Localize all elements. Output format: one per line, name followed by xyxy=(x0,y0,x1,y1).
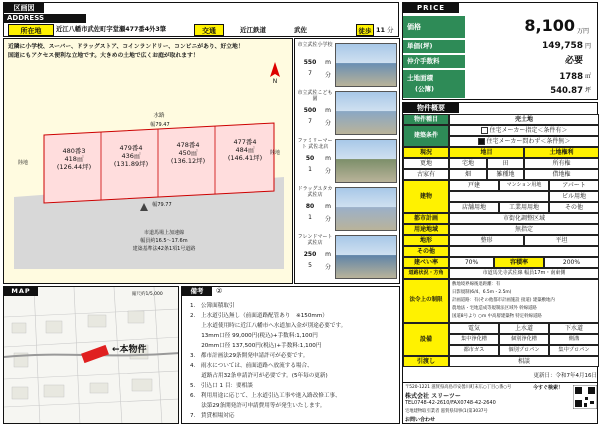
terrain-label: 地形 xyxy=(403,235,449,246)
north-arrow-icon xyxy=(266,59,284,83)
company-footer xyxy=(402,382,598,424)
facility-row1-2: 個別浄化槽 xyxy=(499,334,549,345)
remark-line: 7. 賃貸相場対応 xyxy=(190,413,235,419)
regulation-line: 農地法・宅地造成等規制法区域外 幹線道路 xyxy=(452,306,537,311)
condition-text-2: 住宅メーカー問わず＜条件無＞ xyxy=(486,137,571,145)
remark-line: 道路占用32条申請許可が必要です。(5年毎の更新) xyxy=(190,373,328,379)
condition-value-2 xyxy=(449,136,599,147)
contact-label: お問い合わせ xyxy=(405,417,436,423)
facilities-label: 設備 xyxy=(403,323,449,356)
nearby-distance: 80 xyxy=(305,203,315,210)
road-description-line-1: 市道馬場上加速線 xyxy=(143,230,184,236)
location-value: 近江八幡市武佐町字堂瀬477番4外3筆 xyxy=(56,26,167,33)
nearby-distance-unit: m xyxy=(325,155,331,162)
remark-line: 2. 上水道引込無し（前面道路配管あり ※150mm） xyxy=(190,313,328,319)
land-cat-value-3: 畑 xyxy=(449,169,487,180)
company-tel: TEL0748-42-2610/FAX0748-42-2640 xyxy=(405,400,496,406)
lot-sqm: 436㎡ xyxy=(121,152,141,161)
price-value: 8,100 xyxy=(524,16,575,35)
property-marker-label xyxy=(112,343,172,357)
road-description-line-2: 幅員約16.5〜17.6m xyxy=(140,238,188,244)
delivery-value: 相談 xyxy=(449,356,599,367)
land-area-label xyxy=(403,70,465,98)
price-label: 価格 xyxy=(403,16,465,38)
building-value-6: 工業用用地 xyxy=(499,202,549,213)
map-section-label: MAP xyxy=(4,287,38,296)
lot-sqm: 484㎡ xyxy=(235,146,255,155)
qr-label: 今すぐ検索！ xyxy=(533,385,564,391)
nearby-walk-unit: 分 xyxy=(324,264,331,271)
lot-tsubo: (136.12坪) xyxy=(170,157,206,166)
lot-number: 479番4 xyxy=(119,144,143,152)
remark-line: 3. 都市計画法29条開発申請許可が必要です。 xyxy=(190,353,309,359)
other-value xyxy=(449,246,599,257)
nearby-panel xyxy=(294,38,400,284)
terrain-value-2: 平坦 xyxy=(524,235,599,246)
facility-header-3: 下水道 xyxy=(549,323,599,334)
rights-value-2: 借地権 xyxy=(524,169,599,180)
marker-arrow-icon: ← xyxy=(112,345,120,355)
facility-row2-1: 都市ガス xyxy=(449,345,499,356)
company-address: 〒520-1221 滋賀県高島市安曇川町末広○丁目○番○号 xyxy=(405,385,512,390)
regulation-line: 敷地境界線後退距離：有 xyxy=(452,282,501,287)
description-line-1: 近隣に小学校、スーパー、ドラッグストア、コインランドリー、コンビニがあり、好立地！ xyxy=(8,44,244,50)
top-road-label: 水路 xyxy=(153,113,165,119)
nearby-walk-unit: 分 xyxy=(324,168,331,175)
walk-minutes: 11 xyxy=(376,26,386,34)
location-label: 所在地 xyxy=(8,24,54,36)
walk-label: 徒歩 xyxy=(356,24,374,36)
road-status-label: 道路状況・方角 xyxy=(403,268,449,279)
nearby-walk-minutes: 1 xyxy=(308,166,312,173)
nearby-photo xyxy=(335,91,397,135)
agency-fee-value: 必要 xyxy=(564,56,583,66)
header-bar xyxy=(3,2,399,37)
walk-unit: 分 xyxy=(387,26,394,34)
nearby-name: 市立武佐小学校 xyxy=(297,42,333,48)
nearby-walk-minutes: 7 xyxy=(308,118,312,125)
remark-line: 20mm口径 137,500円(税込)+手数料:1,100円 xyxy=(190,343,322,349)
road-description-line-3: 建築基準法42条1項1号道路 xyxy=(132,246,196,252)
nearby-name: 市立武佐こども園 xyxy=(297,90,333,102)
nearby-distance-unit: m xyxy=(325,251,331,258)
price-section-label: PRICE xyxy=(403,3,459,13)
svg-text:N: N xyxy=(272,78,278,83)
station-name: 武佐 xyxy=(294,26,307,34)
nearby-walk-minutes: 5 xyxy=(308,262,312,269)
remark-line: 1. 公簿面積取引 xyxy=(190,303,235,309)
rights-label: 土地権利 xyxy=(524,147,599,158)
lot-number: 478番4 xyxy=(176,141,200,149)
land-area-sqm-unit: ㎡ xyxy=(585,73,592,80)
description-line-2: 国道にもアクセス便利な立地です。大きめの土地で広くお庭が取れます！ xyxy=(8,53,199,59)
regulations-list xyxy=(452,281,596,321)
terrain-value-1: 整形 xyxy=(449,235,524,246)
status-value-2: 古家有 xyxy=(403,169,449,180)
condition-label: 建築条件 xyxy=(403,125,449,147)
type-value: 売土地 xyxy=(449,114,599,125)
rights-value-1: 所有権 xyxy=(524,158,599,169)
details-section-label: 物件概要 xyxy=(403,103,459,113)
remark-line: 法第29条開発許可申請費用等が発生いたします。 xyxy=(190,403,326,409)
lot-tsubo: (131.89坪) xyxy=(113,160,149,169)
lot-1 xyxy=(46,147,102,181)
lot-tsubo: (146.41坪) xyxy=(227,154,263,163)
address-label: ADDRESS xyxy=(4,14,86,23)
railway-name: 近江鉄道 xyxy=(240,26,266,34)
nearby-walk-minutes: 7 xyxy=(308,70,312,77)
nearby-distance: 50 xyxy=(305,155,315,162)
lot-3 xyxy=(160,141,216,175)
facility-row2-3: 集中プロパン xyxy=(549,345,599,356)
right-side-label: 陸地 xyxy=(270,150,281,156)
price-panel xyxy=(402,2,598,100)
remark-line: 5. 引込口 1 目：要相談 xyxy=(190,383,253,389)
agency-fee-label: 仲介手数料 xyxy=(403,55,465,68)
coverage-label: 建ぺい率 xyxy=(403,257,449,268)
zone-label: 用途地域 xyxy=(403,224,449,235)
land-cat-value-2: 田 xyxy=(487,158,524,169)
land-area-sub-label: (公簿) xyxy=(415,85,434,93)
regulation-line: 日影規制(6/4、6.5m・2.5m) xyxy=(452,290,512,295)
marker-text: 本物件 xyxy=(119,345,147,355)
nearby-photo xyxy=(335,235,397,279)
facility-row2-2: 個別プロパン xyxy=(499,345,549,356)
map-panel xyxy=(3,286,179,424)
land-area-tsubo-unit: 坪 xyxy=(585,87,592,94)
type-label: 物件種目 xyxy=(403,114,449,125)
bottom-dimension: 幅79.77 xyxy=(152,202,172,208)
building-value-4: ビル用地 xyxy=(549,191,599,202)
nearby-photo xyxy=(335,139,397,183)
nearby-walk-minutes: 1 xyxy=(308,214,312,221)
regulation-line: 国道8号より ○m 中高層建築物 特定幹線道路 xyxy=(452,314,542,319)
building-value-5: 店舗用地 xyxy=(449,202,499,213)
regulations-label: 法令上の制限 xyxy=(403,279,449,323)
nearby-distance-unit: m xyxy=(325,203,331,210)
regulations-box xyxy=(449,279,599,323)
details-panel xyxy=(402,102,598,398)
updated-date: 更新日：令和7年4月16日 xyxy=(533,373,597,379)
checkbox-checked xyxy=(478,138,485,145)
nearby-name: フレンドマート 武佐店 xyxy=(297,234,333,246)
nearby-name: ドラッグユタカ 武佐店 xyxy=(297,186,333,198)
remarks-panel xyxy=(181,286,400,424)
remarks-circle-number: ② xyxy=(216,287,223,295)
lot-number: 480番3 xyxy=(62,147,86,155)
lot-tsubo: (126.44坪) xyxy=(56,163,92,172)
facility-header-1: 電気 xyxy=(449,323,499,334)
status-label: 現況 xyxy=(403,147,449,158)
qr-code-icon[interactable] xyxy=(573,385,597,409)
regulation-line: 計画道路：有(その他都市計画施設 接道) 建築敷地内 xyxy=(452,298,555,303)
remark-line: 6. 利用用途に応じて、上水道引込工事や進入路改修工事、 xyxy=(190,393,341,399)
top-dimension: 幅79.47 xyxy=(150,122,170,128)
company-license: 宅地建物取引業者 滋賀県知事(1)第3037号 xyxy=(405,409,488,414)
nearby-walk-unit: 分 xyxy=(324,72,331,79)
facility-header-2: 上水道 xyxy=(499,323,549,334)
map-scale-note: 縮尺約1/5,000 xyxy=(132,292,163,297)
city-plan-value: 市街化調整区域 xyxy=(449,213,599,224)
facility-row1-3: 側溝 xyxy=(549,334,599,345)
delivery-label: 引渡し xyxy=(403,356,449,367)
checkbox xyxy=(481,127,488,134)
unit-price-label: 単価(坪) xyxy=(403,40,465,53)
nearby-distance: 250 xyxy=(303,251,317,258)
section-label: 区画図 xyxy=(4,3,44,13)
left-side-label: 陸地 xyxy=(18,160,29,166)
land-cat-value-4: 雑種地 xyxy=(487,169,524,180)
unit-price-value: 149,758 xyxy=(542,41,583,51)
lot-number: 477番4 xyxy=(233,138,257,146)
far-value: 200% xyxy=(544,257,599,268)
nearby-name: ファミリーマート 武佐北店 xyxy=(297,138,333,150)
road-status-value: 市道馬先寺武佐線 幅員17m・南東側 xyxy=(449,268,599,279)
land-area-sqm: 1788 xyxy=(559,72,583,82)
facility-row1-1: 集中浄化槽 xyxy=(449,334,499,345)
nearby-distance-unit: m xyxy=(325,59,331,66)
building-blank-cell xyxy=(449,191,549,202)
lot-4 xyxy=(217,138,273,172)
price-unit: 万円 xyxy=(577,28,590,35)
building-value-7: その他 xyxy=(549,202,599,213)
plot-panel xyxy=(3,38,293,284)
land-cat-value-1: 宅地 xyxy=(449,158,487,169)
lot-2 xyxy=(103,144,159,178)
remark-line: 13mm口径 99,000円(税込)+手数料:1,100円 xyxy=(190,333,318,339)
remarks-section-label: 備考 xyxy=(182,287,212,296)
traffic-label: 交通 xyxy=(194,24,224,36)
lot-sqm: 418㎡ xyxy=(64,155,84,164)
unit-price-unit: 円 xyxy=(585,43,592,50)
status-value-1: 更地 xyxy=(403,158,449,169)
condition-value-1 xyxy=(449,125,599,136)
nearby-walk-unit: 分 xyxy=(324,120,331,127)
other-label: その他 xyxy=(403,246,449,257)
far-label: 容積率 xyxy=(494,257,544,268)
lot-sqm: 450㎡ xyxy=(178,149,198,158)
remark-line: 4. 雨水については、前面道路へ放流する場合、 xyxy=(190,363,313,369)
land-cat-label: 地目 xyxy=(449,147,524,158)
nearby-walk-unit: 分 xyxy=(324,216,331,223)
zone-value: 無指定 xyxy=(449,224,599,235)
building-value-3: アパート xyxy=(549,180,599,191)
building-value-2: マンション用地 xyxy=(499,180,549,191)
company-name: 株式会社 スリーツー xyxy=(405,393,461,400)
city-plan-label: 都市計画 xyxy=(403,213,449,224)
nearby-photo xyxy=(335,43,397,87)
remark-line: 上水道使用時に近江八幡市へ水道加入金が別途必要です。 xyxy=(190,323,347,329)
nearby-distance: 550 xyxy=(303,59,317,66)
nearby-photo xyxy=(335,187,397,231)
condition-text-1: 住宅メーカー指定＜条件有＞ xyxy=(489,126,568,134)
land-area-tsubo: 540.87 xyxy=(550,86,583,96)
building-label: 建物 xyxy=(403,180,449,213)
land-area-label-text: 土地面積 xyxy=(407,74,433,82)
nearby-distance-unit: m xyxy=(325,107,331,114)
building-value-1: 戸建 xyxy=(449,180,499,191)
coverage-value: 70% xyxy=(449,257,494,268)
nearby-distance: 500 xyxy=(303,107,317,114)
